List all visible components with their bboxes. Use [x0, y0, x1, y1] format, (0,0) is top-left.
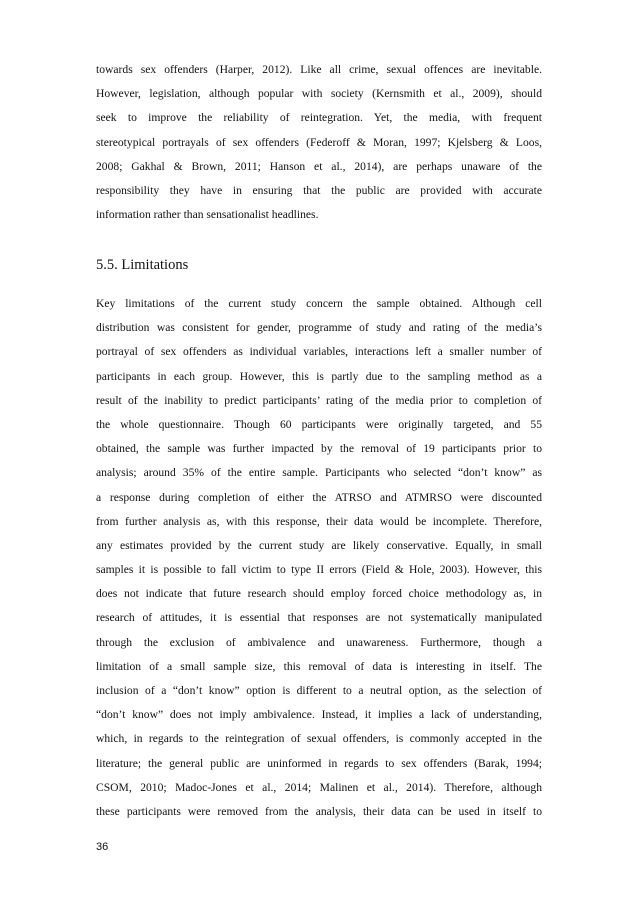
text-line: “don’t know” does not imply ambivalence. Instead, it implies a lack of understanding, — [96, 708, 542, 722]
section-heading: 5.5. Limitations — [96, 257, 189, 273]
text-line: distribution was consistent for gender, programme of study and rating of the media’s — [96, 321, 542, 335]
text-line: which, in regards to the reintegration of sexual offenders, is commonly accepted in the — [96, 732, 542, 746]
text-line: any estimates provided by the current study are likely conservative. Equally, in small — [96, 538, 542, 552]
text-line: participants in each group. However, this is partly due to the sampling method as a — [96, 369, 542, 383]
text-line: the whole questionnaire. Though 60 participants were originally targeted, and 55 — [96, 417, 542, 431]
text-line: does not indicate that future research should employ forced choice methodology as, in — [96, 587, 542, 601]
text-line: a response during completion of either the ATRSO and ATMRSO were discounted — [96, 490, 542, 504]
text-line: inclusion of a “don’t know” option is different to a neutral option, as the selection of — [96, 684, 542, 697]
text-line: CSOM, 2010; Madoc-Jones et al., 2014; Malinen et al., 2014). Therefore, although — [96, 780, 542, 794]
text-line: information rather than sensationalist headlines. — [96, 208, 319, 222]
text-line: portrayal of sex offenders as individual variables, interactions left a smaller number of — [96, 345, 542, 359]
text-line: analysis; around 35% of the entire sample. Participants who selected “don’t know” as — [96, 466, 542, 480]
text-line: from further analysis as, with this response, their data would be incomplete. Therefore, — [96, 514, 542, 528]
text-line: However, legislation, although popular with society (Kernsmith et al., 2009), should — [96, 87, 542, 101]
text-line: these participants were removed from the analysis, their data can be used in itself to — [96, 804, 542, 818]
page-number: 36 — [96, 841, 109, 853]
text-line: Key limitations of the current study concern the sample obtained. Although cell — [96, 297, 542, 310]
paragraph-limitations — [96, 292, 542, 824]
text-line: literature; the general public are uninformed in regards to sex offenders (Barak, 1994; — [96, 756, 542, 770]
text-line: research of attitudes, it is essential that responses are not systematically manipulated — [96, 611, 542, 625]
text-line: stereotypical portrayals of sex offenders (Federoff & Moran, 1997; Kjelsberg & Loos, — [96, 135, 542, 149]
text-line: 2008; Gakhal & Brown, 2011; Hanson et al., 2014), are perhaps unaware of the — [96, 159, 542, 173]
text-line: seek to improve the reliability of reintegration. Yet, the media, with frequent — [96, 111, 542, 125]
paragraph-conclusion — [96, 58, 542, 227]
text-line: limitation of a small sample size, this removal of data is interesting in itself. The — [96, 659, 542, 673]
text-line: samples it is possible to fall victim to type II errors (Field & Hole, 2003). However, this — [96, 563, 542, 577]
text-line: responsibility they have in ensuring that the public are provided with accurate — [96, 183, 542, 197]
text-line: result of the inability to predict participants’ rating of the media prior to completion of — [96, 393, 542, 407]
text-line: towards sex offenders (Harper, 2012). Like all crime, sexual offences are inevitable. — [96, 63, 542, 76]
text-line: through the exclusion of ambivalence and unawareness. Furthermore, though a — [96, 635, 542, 649]
text-line: obtained, the sample was further impacted by the removal of 19 participants prior to — [96, 442, 542, 456]
